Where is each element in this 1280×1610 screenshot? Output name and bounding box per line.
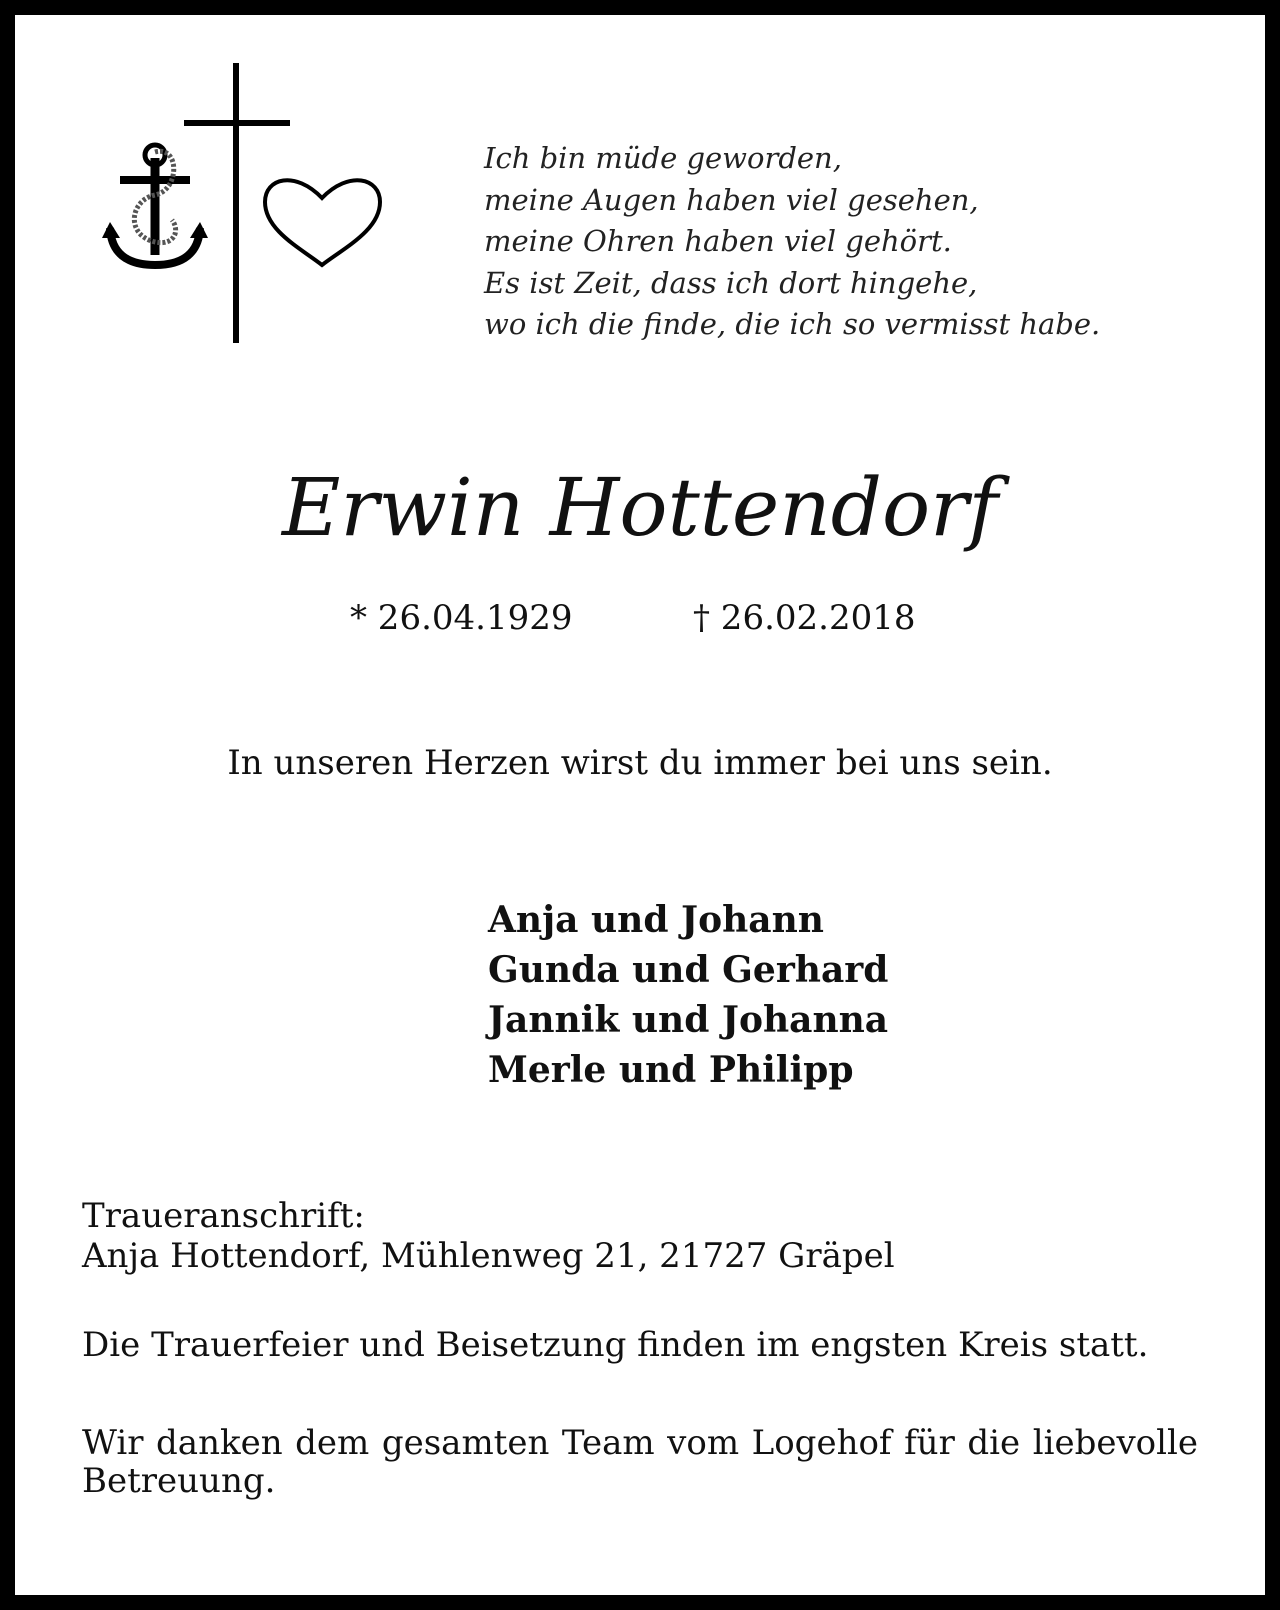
- mourning-address: [82, 1196, 895, 1276]
- address-value: Anja Hottendorf, Mühlenweg 21, 21727 Gräpel: [82, 1236, 895, 1276]
- deceased-name: Erwin Hottendorf: [282, 461, 998, 554]
- heart-icon: [265, 180, 380, 265]
- poem-line: meine Ohren haben viel gehört.: [484, 224, 952, 258]
- mourner-line: Jannik und Johanna: [488, 999, 889, 1041]
- poem-line: wo ich die finde, die ich so vermisst habe.: [484, 307, 1101, 341]
- poem: [484, 138, 1244, 346]
- mourner-line: Merle und Philipp: [488, 1049, 854, 1091]
- death-date: † 26.02.2018: [693, 598, 916, 638]
- mourner-line: Anja und Johann: [488, 899, 824, 941]
- thanks-note: Wir danken dem gesamten Team vom Logehof für die liebevolle Betreuung.: [82, 1423, 1198, 1501]
- poem-line: Es ist Zeit, dass ich dort hingehe,: [484, 265, 978, 300]
- symbols-graphic: [100, 60, 400, 360]
- anchor-icon: [102, 145, 208, 265]
- cross-icon: [184, 63, 290, 343]
- poem-line: Ich bin müde geworden,: [484, 141, 842, 175]
- mourners-list: [488, 895, 888, 1095]
- birth-date: * 26.04.1929: [350, 598, 573, 638]
- poem-line: meine Augen haben viel gesehen,: [484, 182, 979, 217]
- faith-love-hope-symbols: [100, 60, 400, 360]
- motto: In unseren Herzen wirst du immer bei uns sein.: [227, 743, 1053, 783]
- address-label: Traueranschrift:: [82, 1196, 365, 1236]
- mourner-line: Gunda und Gerhard: [488, 949, 889, 991]
- funeral-note: Die Trauerfeier und Beisetzung finden im engsten Kreis statt.: [82, 1325, 1149, 1365]
